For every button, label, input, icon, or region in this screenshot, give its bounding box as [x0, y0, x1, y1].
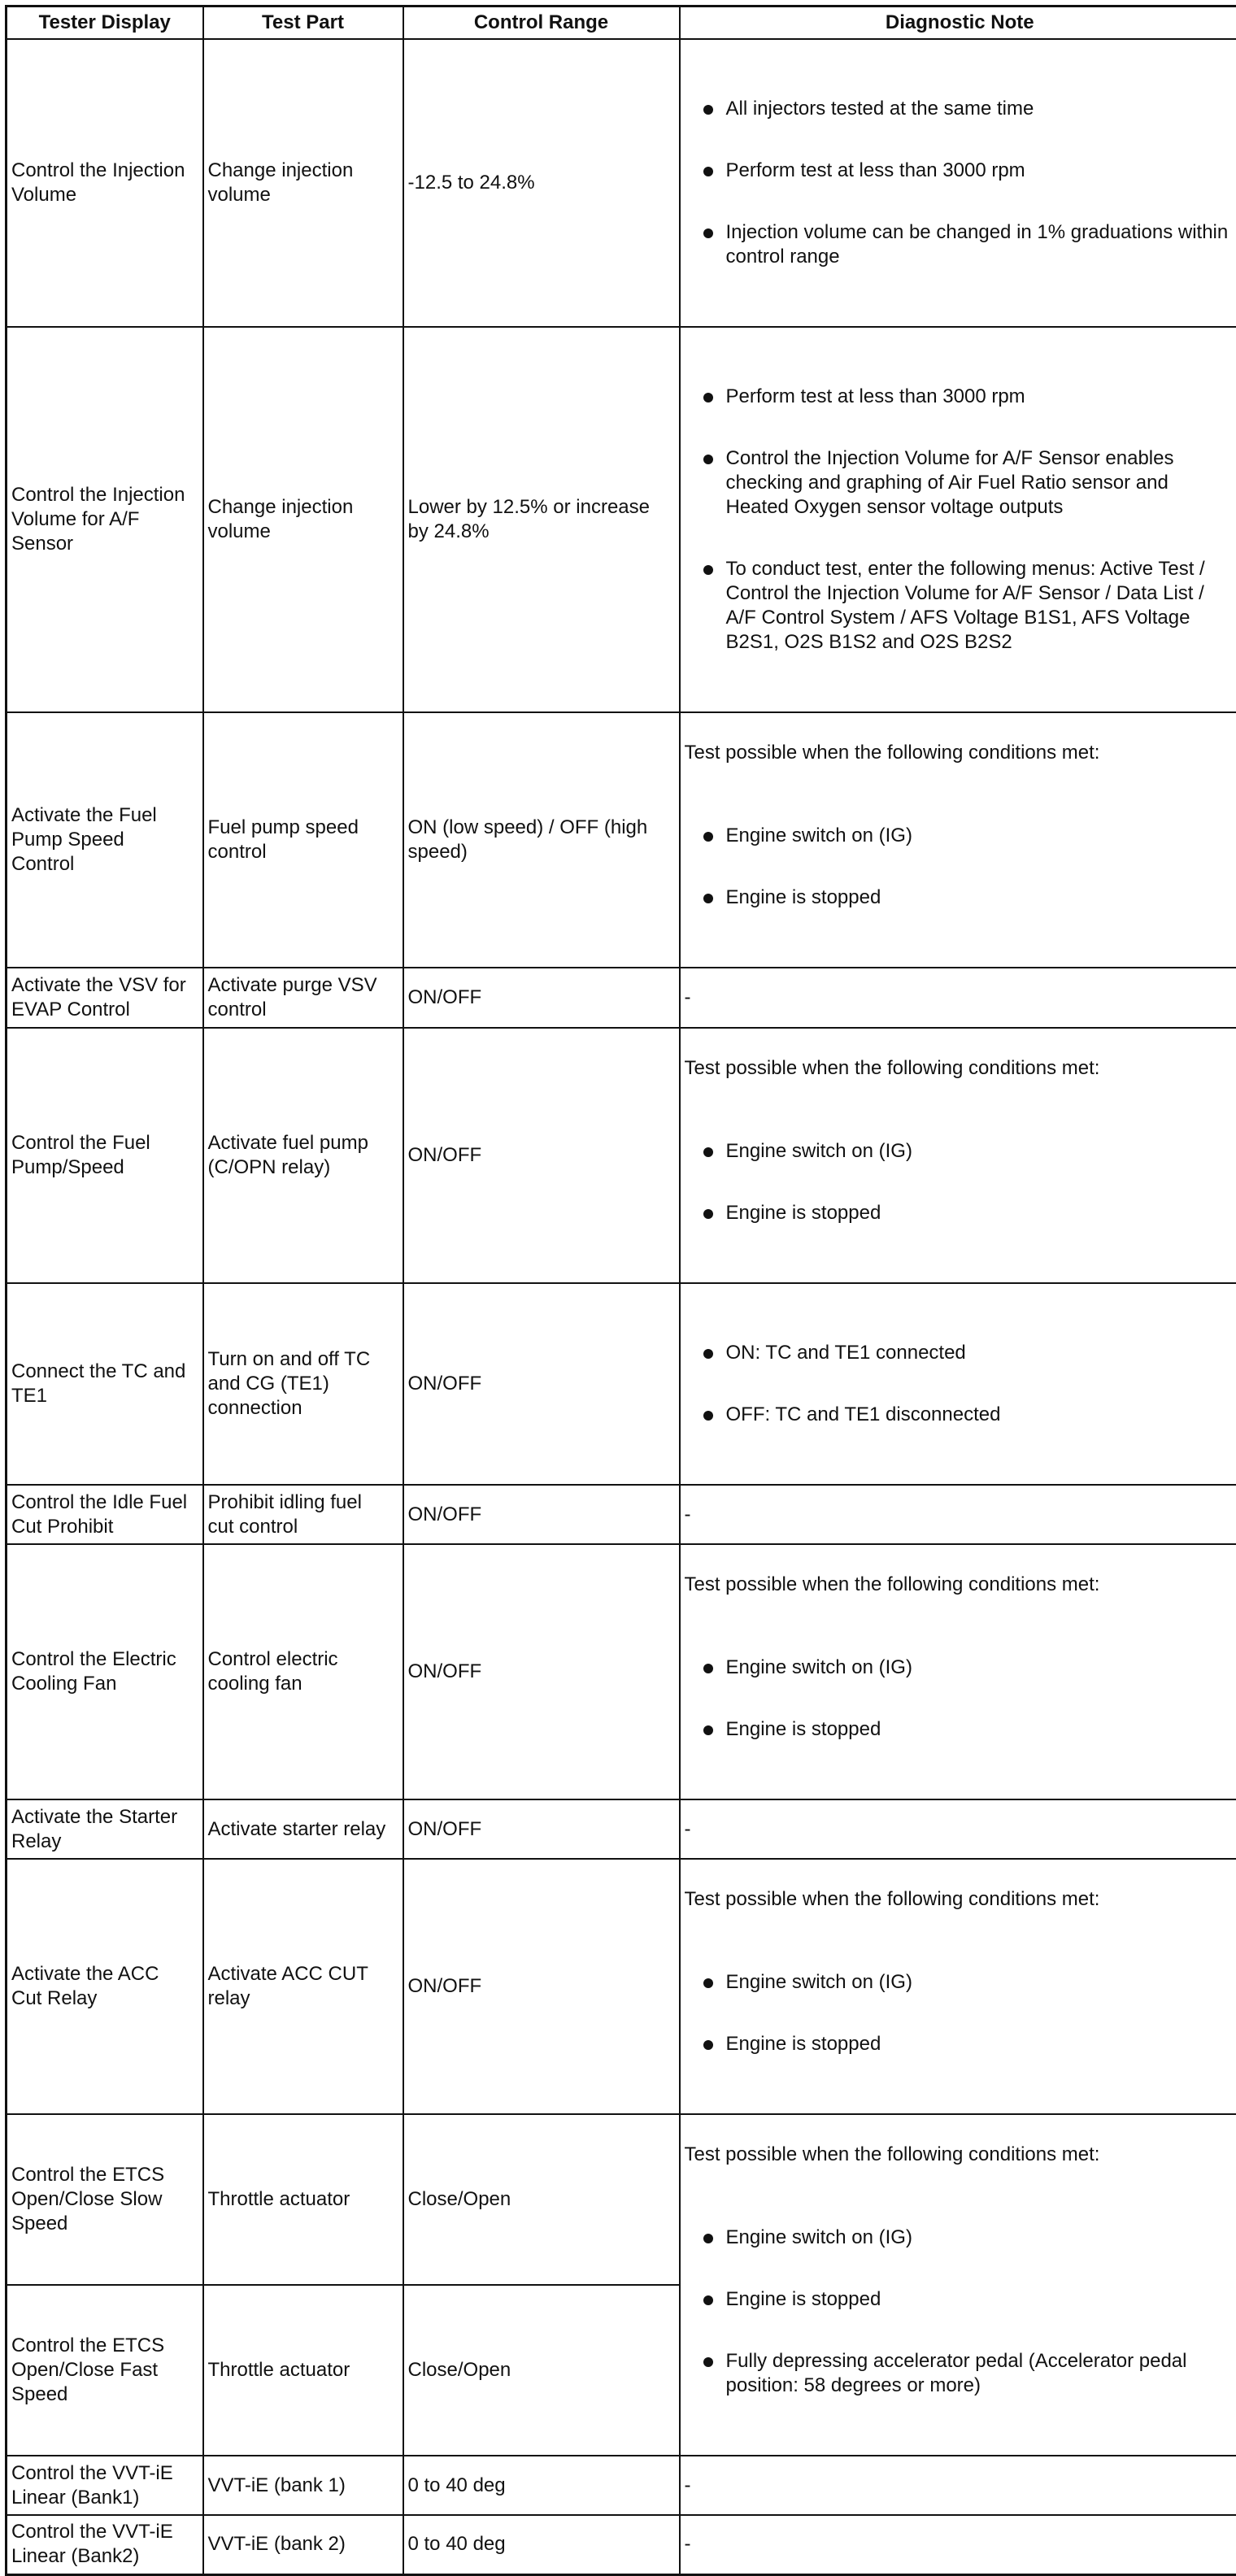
- note-lead-text: Test possible when the following conditions met:: [685, 741, 1236, 765]
- diagnostic-note-cell: [680, 1028, 1236, 1283]
- control-range-cell: -12.5 to 24.8%: [403, 39, 680, 327]
- test-part-cell: Change injection volume: [203, 39, 403, 327]
- note-bullet-list: [685, 1108, 1236, 1256]
- diagnostic-note-cell: [680, 327, 1236, 712]
- control-range-cell: ON/OFF: [403, 1283, 680, 1485]
- tester-display-cell: Control the Idle Fuel Cut Prohibit: [7, 1485, 203, 1544]
- test-part-cell: VVT-iE (bank 2): [203, 2515, 403, 2574]
- control-range-cell: Close/Open: [403, 2285, 680, 2456]
- test-part-cell: Activate purge VSV control: [203, 968, 403, 1028]
- diagnostic-note-cell: [680, 2114, 1236, 2456]
- active-test-table: [5, 5, 1236, 2576]
- note-bullet: Engine is stopped: [685, 2287, 1236, 2312]
- note-bullet: Engine is stopped: [685, 1201, 1236, 1225]
- test-part-cell: VVT-iE (bank 1): [203, 2456, 403, 2515]
- table-row: [7, 1485, 1236, 1544]
- note-bullet: Fully depressing accelerator pedal (Accelerator pedal position: 58 degrees or more): [685, 2349, 1236, 2398]
- control-range-cell: Close/Open: [403, 2114, 680, 2285]
- tester-display-cell: Activate the VSV for EVAP Control: [7, 968, 203, 1028]
- note-bullet: Engine is stopped: [685, 886, 1236, 910]
- test-part-cell: Prohibit idling fuel cut control: [203, 1485, 403, 1544]
- table-row: [7, 1799, 1236, 1859]
- tester-display-cell: Activate the Starter Relay: [7, 1799, 203, 1859]
- diagnostic-note-cell: [680, 1283, 1236, 1485]
- note-bullet: Engine switch on (IG): [685, 1139, 1236, 1164]
- control-range-cell: ON/OFF: [403, 1028, 680, 1283]
- table-row: [7, 2114, 1236, 2285]
- table-row: [7, 39, 1236, 327]
- diagnostic-note-cell: -: [680, 1799, 1236, 1859]
- header-tester-display: Tester Display: [7, 7, 203, 40]
- tester-display-cell: Control the Fuel Pump/Speed: [7, 1028, 203, 1283]
- header-row: [7, 7, 1236, 40]
- note-bullet: Engine is stopped: [685, 1717, 1236, 1742]
- control-range-cell: 0 to 40 deg: [403, 2515, 680, 2574]
- control-range-cell: Lower by 12.5% or increase by 24.8%: [403, 327, 680, 712]
- control-range-cell: ON/OFF: [403, 968, 680, 1028]
- control-range-cell: ON/OFF: [403, 1485, 680, 1544]
- test-part-cell: Activate starter relay: [203, 1799, 403, 1859]
- tester-display-cell: Control the VVT-iE Linear (Bank1): [7, 2456, 203, 2515]
- diagnostic-note-cell: -: [680, 968, 1236, 1028]
- note-bullet-list: [685, 793, 1236, 941]
- tester-display-cell: Control the Injection Volume: [7, 39, 203, 327]
- table-row: [7, 712, 1236, 968]
- table-row: [7, 1544, 1236, 1799]
- note-lead-text: Test possible when the following conditions met:: [685, 1056, 1236, 1081]
- tester-display-cell: Connect the TC and TE1: [7, 1283, 203, 1485]
- note-bullet: Engine switch on (IG): [685, 1656, 1236, 1680]
- note-bullet-list: [685, 1939, 1236, 2087]
- note-bullet: All injectors tested at the same time: [685, 97, 1236, 121]
- diagnostic-note-cell: [680, 39, 1236, 327]
- note-bullet: Engine switch on (IG): [685, 824, 1236, 848]
- note-bullet-list: [685, 1310, 1236, 1458]
- test-part-cell: Control electric cooling fan: [203, 1544, 403, 1799]
- tester-display-cell: Control the Electric Cooling Fan: [7, 1544, 203, 1799]
- note-bullet: Perform test at less than 3000 rpm: [685, 385, 1236, 409]
- test-part-cell: Turn on and off TC and CG (TE1) connection: [203, 1283, 403, 1485]
- note-bullet: To conduct test, enter the following menus: Active Test / Control the Injection Volume for A/F Sensor / Data List / A/F Control System / AFS Voltage B1S1, AFS Voltage B2S1, O2S B1S2 and O2S B2S2: [685, 557, 1236, 655]
- diagnostic-note-cell: -: [680, 1485, 1236, 1544]
- note-bullet-list: [685, 354, 1236, 685]
- diagnostic-note-cell: [680, 1859, 1236, 2114]
- table-row: [7, 2515, 1236, 2574]
- header-test-part: Test Part: [203, 7, 403, 40]
- tester-display-cell: Control the Injection Volume for A/F Sensor: [7, 327, 203, 712]
- header-control-range: Control Range: [403, 7, 680, 40]
- note-bullet: ON: TC and TE1 connected: [685, 1341, 1236, 1365]
- note-bullet: Engine is stopped: [685, 2032, 1236, 2056]
- note-lead-text: Test possible when the following conditions met:: [685, 1573, 1236, 1597]
- diagnostic-note-cell: -: [680, 2515, 1236, 2574]
- control-range-cell: ON/OFF: [403, 1859, 680, 2114]
- test-part-cell: Throttle actuator: [203, 2114, 403, 2285]
- table-row: [7, 1028, 1236, 1283]
- note-lead-text: Test possible when the following conditions met:: [685, 2143, 1236, 2167]
- table-row: [7, 968, 1236, 1028]
- note-bullet: Control the Injection Volume for A/F Sensor enables checking and graphing of Air Fuel Ratio sensor and Heated Oxygen sensor voltage outputs: [685, 446, 1236, 520]
- tester-display-cell: Activate the ACC Cut Relay: [7, 1859, 203, 2114]
- test-part-cell: Change injection volume: [203, 327, 403, 712]
- table-row: [7, 327, 1236, 712]
- control-range-cell: 0 to 40 deg: [403, 2456, 680, 2515]
- table-row: [7, 1859, 1236, 2114]
- diagnostic-note-cell: -: [680, 2456, 1236, 2515]
- test-part-cell: Throttle actuator: [203, 2285, 403, 2456]
- note-bullet: Perform test at less than 3000 rpm: [685, 159, 1236, 183]
- tester-display-cell: Control the ETCS Open/Close Slow Speed: [7, 2114, 203, 2285]
- note-bullet-list: [685, 1625, 1236, 1773]
- control-range-cell: ON/OFF: [403, 1544, 680, 1799]
- note-bullet: Engine switch on (IG): [685, 2226, 1236, 2250]
- test-part-cell: Activate fuel pump (C/OPN relay): [203, 1028, 403, 1283]
- note-lead-text: Test possible when the following conditions met:: [685, 1887, 1236, 1912]
- tester-display-cell: Activate the Fuel Pump Speed Control: [7, 712, 203, 968]
- control-range-cell: ON/OFF: [403, 1799, 680, 1859]
- table-row: [7, 2456, 1236, 2515]
- diagnostic-note-cell: [680, 1544, 1236, 1799]
- tester-display-cell: Control the VVT-iE Linear (Bank2): [7, 2515, 203, 2574]
- table-row: [7, 1283, 1236, 1485]
- note-bullet: OFF: TC and TE1 disconnected: [685, 1403, 1236, 1427]
- note-bullet: Injection volume can be changed in 1% graduations within control range: [685, 220, 1236, 269]
- tester-display-cell: Control the ETCS Open/Close Fast Speed: [7, 2285, 203, 2456]
- test-part-cell: Fuel pump speed control: [203, 712, 403, 968]
- note-bullet-list: [685, 2195, 1236, 2429]
- note-bullet: Engine switch on (IG): [685, 1970, 1236, 1995]
- control-range-cell: ON (low speed) / OFF (high speed): [403, 712, 680, 968]
- header-diagnostic-note: Diagnostic Note: [680, 7, 1236, 40]
- test-part-cell: Activate ACC CUT relay: [203, 1859, 403, 2114]
- diagnostic-note-cell: [680, 712, 1236, 968]
- note-bullet-list: [685, 66, 1236, 300]
